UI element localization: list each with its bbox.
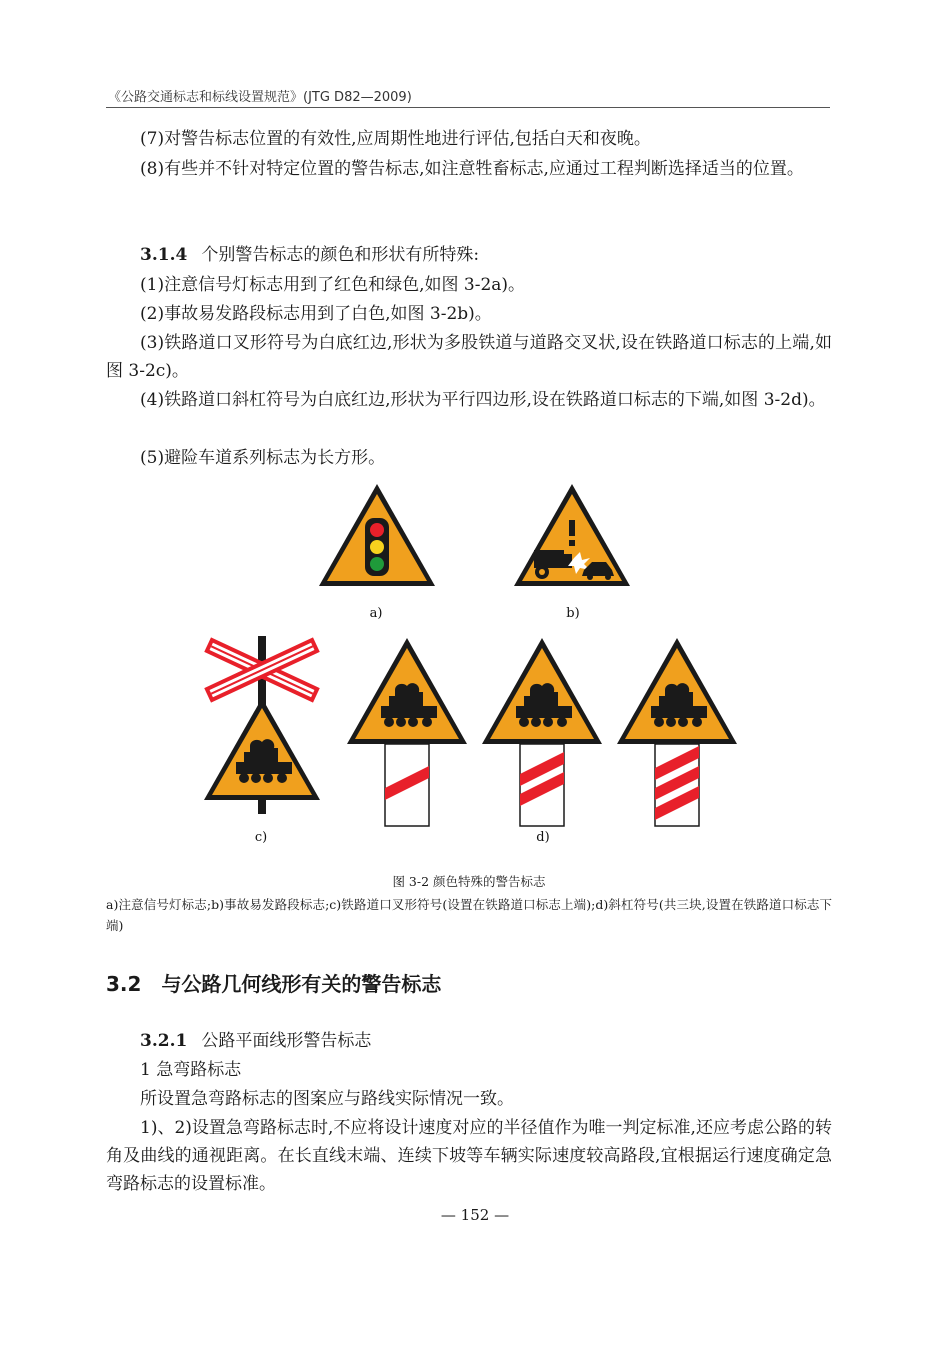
paragraph-7: (7)对警告标志位置的有效性,应周期性地进行评估,包括白天和夜晚。 [140, 129, 651, 149]
section-title: 个别警告标志的颜色和形状有所特殊: [201, 245, 480, 265]
signal-light-sign [315, 480, 439, 590]
figure-label-c: c) [254, 830, 268, 845]
section-3-2-heading [106, 968, 441, 997]
figure-caption: 图 3-2 颜色特殊的警告标志 [392, 874, 546, 889]
section-number: 3.2 [106, 972, 142, 996]
railroad-sign-two-slash [480, 636, 604, 828]
list-item: (4)铁路道口斜杠符号为白底红边,形状为平行四边形,设在铁路道口标志的下端,如图 3-2d)。 [140, 390, 826, 410]
list-item: (1)注意信号灯标志用到了红色和绿色,如图 3-2a)。 [140, 275, 526, 295]
subheading-1: 1 急弯路标志 [140, 1060, 242, 1080]
railroad-sign-three-slash [615, 636, 739, 828]
section-number: 3.2.1 [140, 1031, 188, 1051]
section-3-2-1-heading [106, 1027, 832, 1055]
railroad-sign-one-slash [345, 636, 469, 828]
list-item: (3)铁路道口叉形符号为白底红边,形状为多股铁道与道路交叉状,设在铁路道口标志的上端,如图 3-2c)。 [106, 333, 832, 381]
railroad-cross-symbol-sign [202, 636, 322, 816]
header-rule [106, 107, 830, 108]
figure-note: a)注意信号灯标志;b)事故易发路段标志;c)铁路道口叉形符号(设置在铁路道口标志上端);d)斜杠符号(共三块,设置在铁路道口标志下端) [106, 897, 832, 933]
section-number: 3.1.4 [140, 245, 188, 265]
accident-prone-sign [510, 480, 634, 590]
section-title: 公路平面线形警告标志 [201, 1031, 372, 1051]
figure-label-b: b) [566, 606, 580, 621]
section-3-1-4-heading [106, 241, 832, 269]
list-item: (5)避险车道系列标志为长方形。 [140, 448, 386, 468]
body-paragraph: 所设置急弯路标志的图案应与路线实际情况一致。 [140, 1089, 514, 1109]
running-head: 《公路交通标志和标线设置规范》(JTG D82—2009) [108, 90, 412, 105]
page-number: — 152 — [440, 1206, 510, 1224]
figure-label-d: d) [536, 830, 550, 845]
paragraph-8: (8)有些并不针对特定位置的警告标志,如注意牲畜标志,应通过工程判断选择适当的位置。 [140, 159, 804, 179]
body-paragraph: 1)、2)设置急弯路标志时,不应将设计速度对应的半径值作为唯一判定标准,还应考虑公路的转角及曲线的通视距离。在长直线末端、连续下坡等车辆实际速度较高路段,宜根据运行速度确定急弯路标志的设置标准。 [106, 1118, 832, 1194]
section-title: 与公路几何线形有关的警告标志 [161, 972, 442, 996]
list-item: (2)事故易发路段标志用到了白色,如图 3-2b)。 [140, 304, 492, 324]
figure-label-a: a) [369, 606, 383, 621]
